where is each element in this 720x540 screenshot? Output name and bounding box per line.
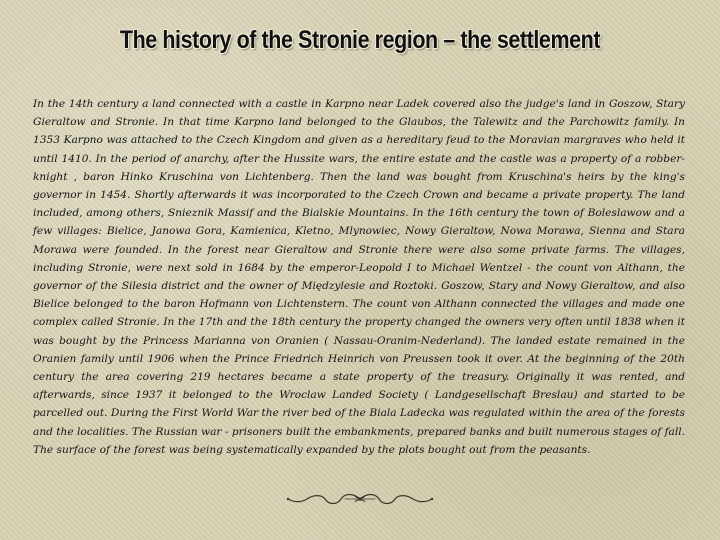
history-paragraph: In the 14th century a land connected with a castle in Karpno near Ladek covered also the judge's land in Goszow, Stary Gieraltow and Stronie. In that time Karpno land belonged to the Glaubos, the Talewitz and the Parchowitz family. In 1353 Karpno was attached to the Czech Kingdom and given as a hereditary feud to the Moravian margraves who held it until 1410. In the period of anarchy, after the Hussite wars, the entire estate and the castle was a property of a robber-knight , baron Hinko Kruschina von Lichtenberg. Then the land was bought from Kruschina's heirs by the king's governor in 1454. Shortly afterwards it was incorporated to the Czech Crown and became a private property. The land included, among others, Snieznik Massif and the Bialskie Mountains. In the 16th century the town of Boleslawow and a few villages: Bielice, Janowa Gora, Kamienica, Kletno, Mlynowiec, Nowy Gieraltow, Nowa Morawa, Sienna and Stara Morawa were founded. In the forest near Gieraltow and Stronie there were also some private farms. The villages, including Stronie, were next sold in 1684 by the emperor-Leopold I to Michael Wentzel - the count von Althann, the governor of the Silesia district and the owner of Międzylesie and Roztoki. Goszow, Stary and Nowy Gieraltow, and also Bielice belonged to the baron Hofmann von Lichtenstern. The count von Althann connected the villages and made one complex called Stronie. In the 17th and the 18th century the property changed the owners very often until 1838 when it was bought by the Princess Marianna von Oranien ( Nassau-Oranim-Nederland). The landed estate remained in the Oranien family until 1906 when the Prince Friedrich Heinrich von Preussen took it over. At the beginning of the 20th century the area covering 219 hectares became a state property of the treasury. Originally it was rented, and afterwards, since 1937 it belonged to the Wroclaw Landed Society ( Landgesellschaft Breslau) and started to be parcelled out. During the First World War the river bed of the Biala Ladecka was regulated within the area of the forests and the localities. The Russian war - prisoners built the embankments, prepared banks and built numerous stages of fall. The surface of the forest was being systematically expanded by the plots bought out from the peasants. [33,98,685,456]
scroll-flourish-divider-icon [285,490,435,508]
page-title: The history of the Stronie region – the settlement [119,26,601,54]
